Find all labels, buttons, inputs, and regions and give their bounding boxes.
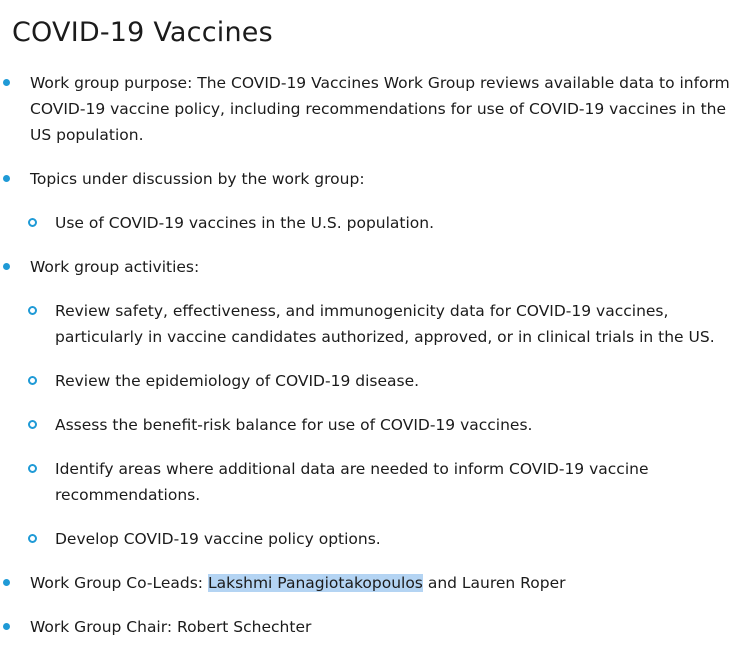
topic-item-text: Use of COVID-19 vaccines in the U.S. population.: [55, 214, 435, 232]
topics-label: Topics under discussion by the work group:: [30, 170, 365, 188]
list-item-chair: [0, 614, 738, 640]
list-item-purpose: [0, 70, 738, 148]
page-title: COVID-19 Vaccines: [12, 17, 273, 48]
purpose-text: Work group purpose: The COVID-19 Vaccines Work Group reviews available data to inform COVID-19 vaccine policy, including recommendations for use of COVID-19 vaccines in the US population.: [30, 74, 730, 144]
list-item-coleads: [0, 570, 738, 596]
work-group-list: [0, 70, 738, 658]
activity-item-epidemiology: [0, 368, 738, 394]
activity-item-identify-areas: [0, 456, 738, 508]
list-item-topics: [0, 166, 738, 236]
activities-label: Work group activities:: [30, 258, 200, 276]
activity-item-review-safety: [0, 298, 738, 350]
coleads-prefix: Work Group Co-Leads:: [30, 574, 208, 592]
activity-item-text: Identify areas where additional data are needed to inform COVID-19 vaccine recommendations.: [55, 460, 649, 504]
chair-text: Work Group Chair: Robert Schechter: [30, 618, 312, 636]
activity-item-policy-options: [0, 526, 738, 552]
topics-sublist: [0, 210, 738, 236]
activities-sublist: [0, 298, 738, 552]
colead-lauren: Lauren Roper: [461, 574, 566, 592]
activity-item-text: Develop COVID-19 vaccine policy options.: [55, 530, 381, 548]
activity-item-text: Review the epidemiology of COVID-19 disease.: [55, 372, 420, 390]
activity-item-text: Review safety, effectiveness, and immunogenicity data for COVID-19 vaccines, particularly in vaccine candidates authorized, approved, or in clinical trials in the US.: [55, 302, 715, 346]
activity-item-text: Assess the benefit-risk balance for use of COVID-19 vaccines.: [55, 416, 533, 434]
topic-item: [0, 210, 738, 236]
colead-lakshmi-selected[interactable]: Lakshmi Panagiotakopoulos: [207, 574, 423, 592]
coleads-connector: and: [422, 574, 462, 592]
list-item-activities: [0, 254, 738, 552]
activity-item-benefit-risk: [0, 412, 738, 438]
